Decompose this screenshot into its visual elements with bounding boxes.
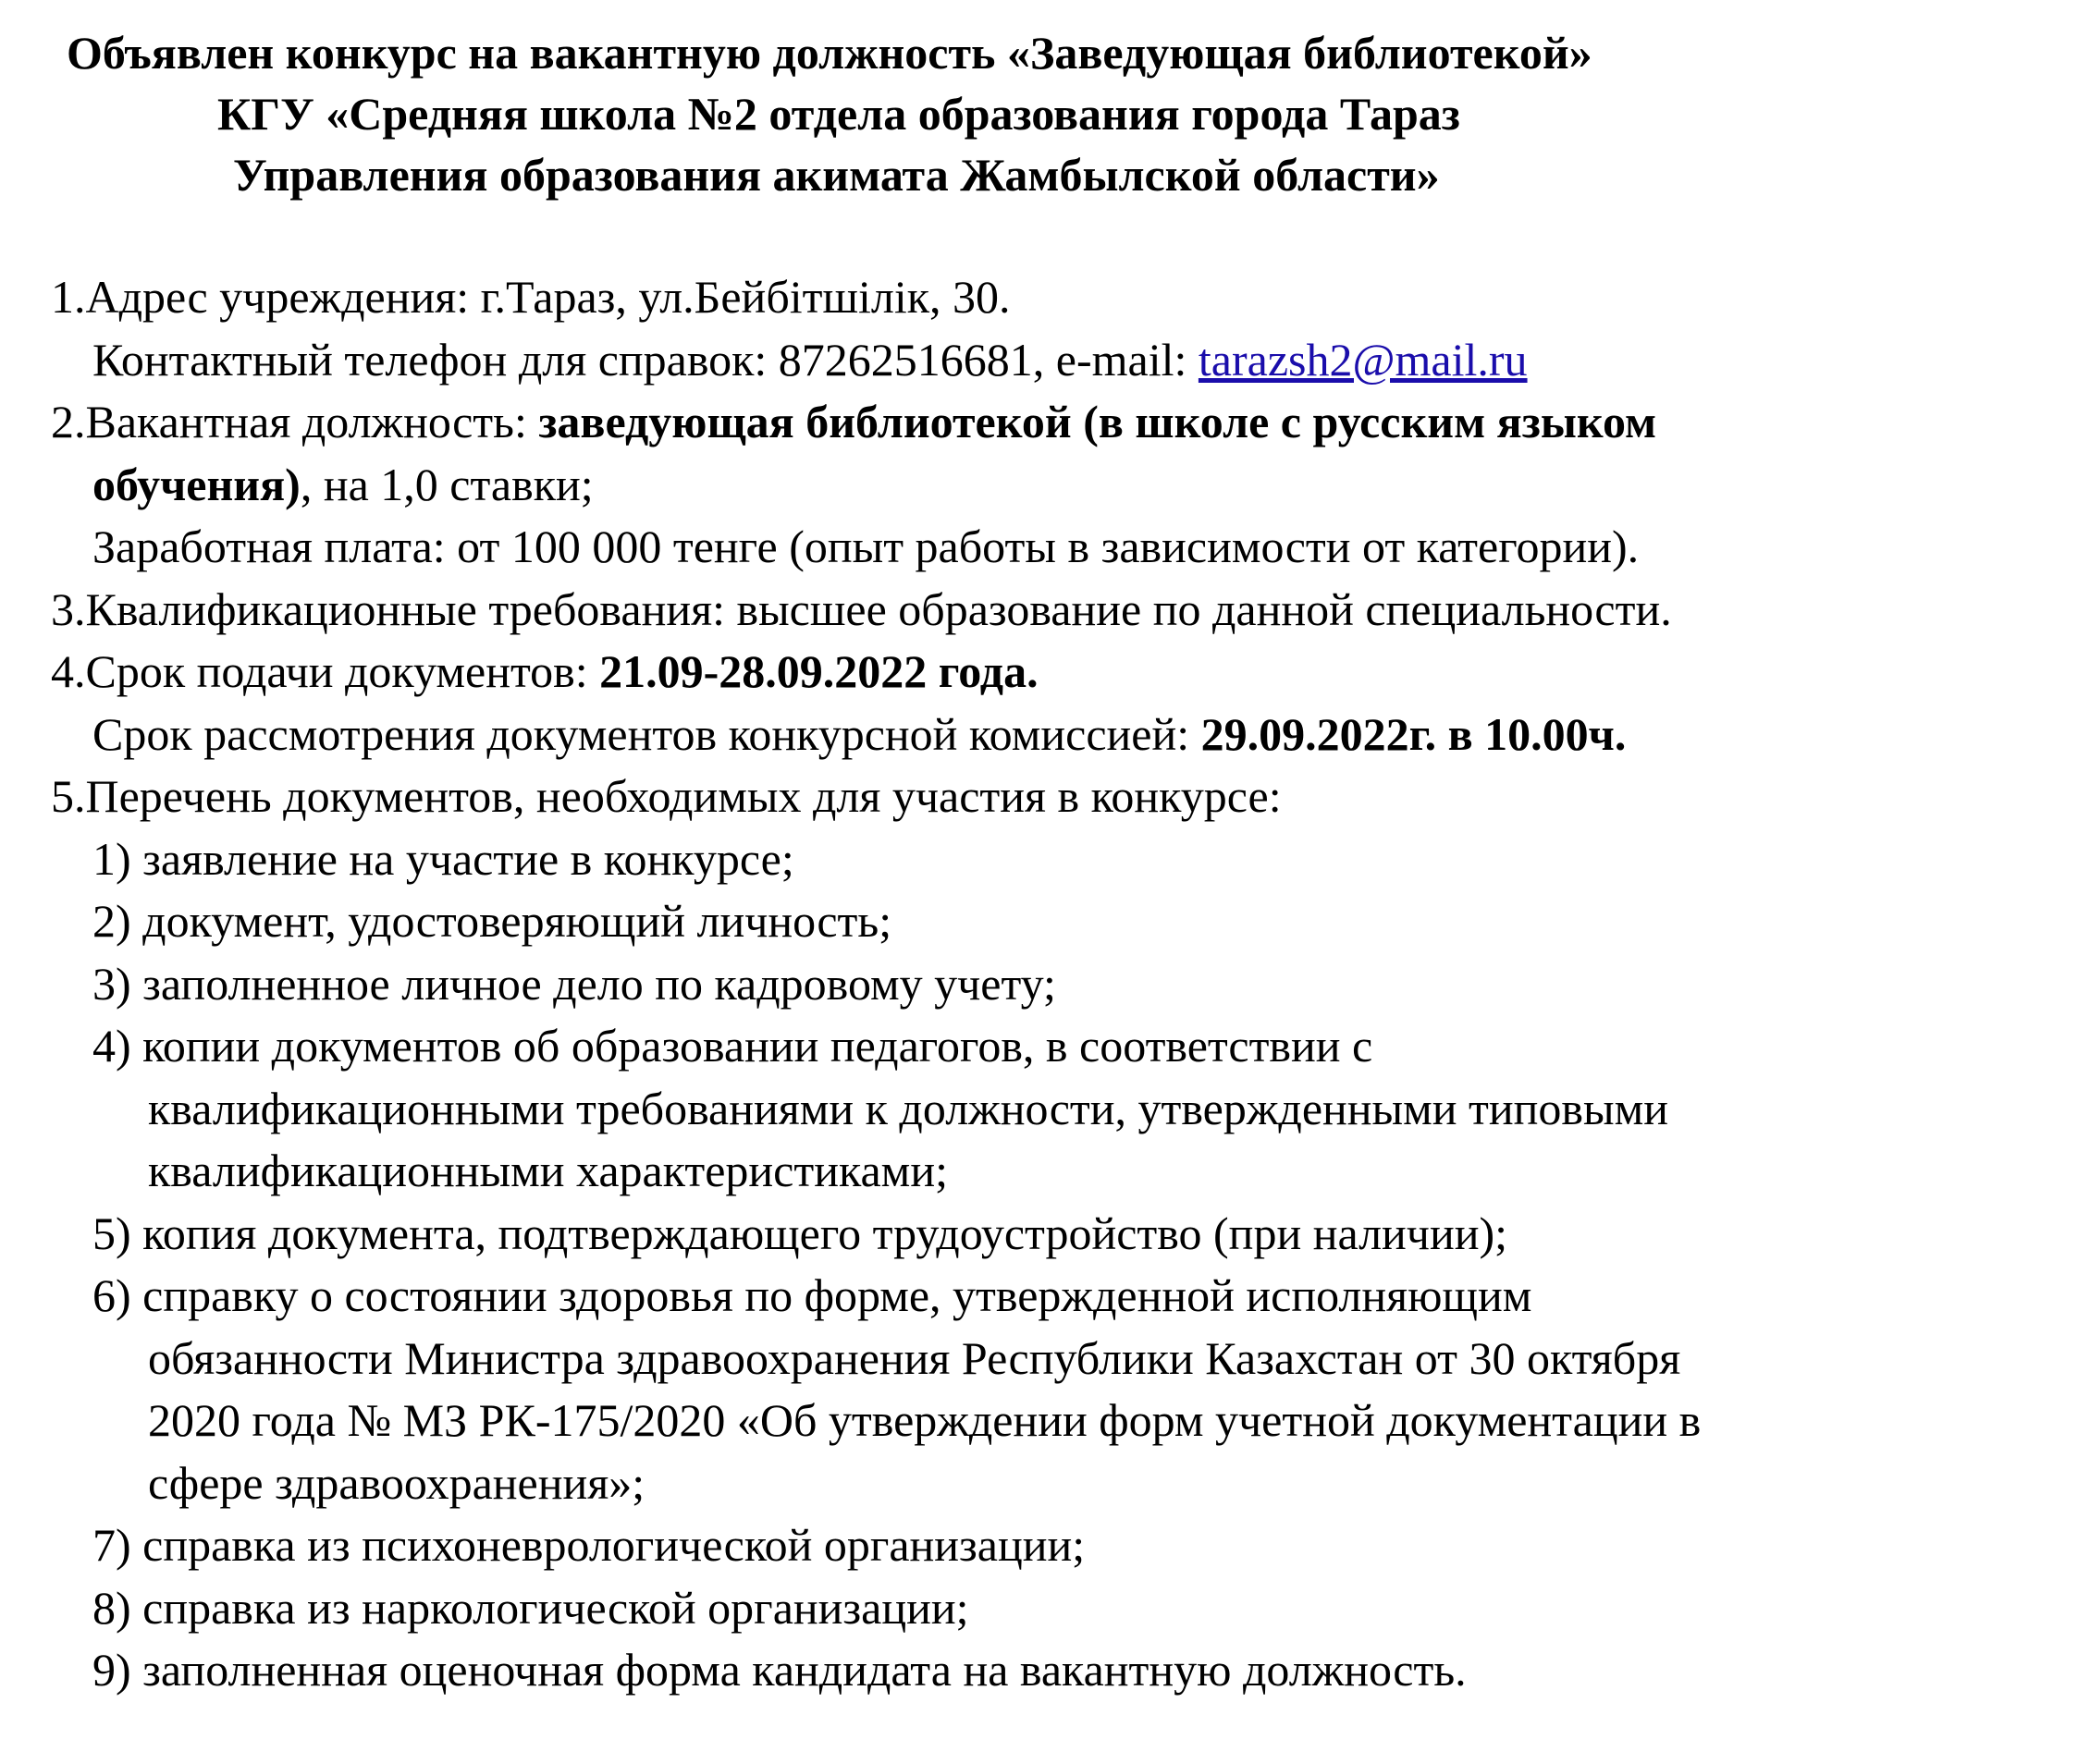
list-item-continuation: квалификационными требованиями к должности, утвержденными типовыми	[148, 1082, 1669, 1134]
vacancy-label: 2.Вакантная должность:	[51, 396, 539, 447]
vacancy-line	[51, 391, 2076, 454]
list-item: 4) копии документов об образовании педагогов, в соответствии с	[92, 1020, 1373, 1072]
qualification-line: 3.Квалификационные требования: высшее образование по данной специальности.	[51, 582, 1672, 635]
contact-line	[51, 329, 2076, 392]
list-item-continuation: сфере здравоохранения»;	[148, 1456, 645, 1509]
title-line-3: Управления образования акимата Жамбылской области»	[233, 149, 1440, 201]
contact-label: Контактный телефон для справок: 87262516681, e-mail:	[92, 333, 1199, 386]
announcement-body	[51, 266, 2076, 1702]
list-item: 8) справка из наркологической организации;	[92, 1581, 969, 1634]
review-value: 29.09.2022г. в 10.00ч.	[1200, 707, 1627, 760]
email-link[interactable]: tarazsh2@mail.ru	[1198, 333, 1528, 386]
list-item-continuation: обязанности Министра здравоохранения Республики Казахстан от 30 октября	[148, 1331, 1681, 1384]
list-item-continuation: 2020 года № МЗ РК-175/2020 «Об утверждении форм учетной документации в	[148, 1394, 1702, 1446]
salary-line: Заработная плата: от 100 000 тенге (опыт работы в зависимости от категории).	[92, 521, 1640, 572]
vacancy-position: заведующая библиотекой (в школе с русским языком	[538, 396, 1657, 447]
deadline-line	[51, 641, 2076, 704]
documents-heading: 5.Перечень документов, необходимых для участия в конкурсе:	[51, 770, 1282, 822]
deadline-label: 4.Срок подачи документов:	[51, 645, 600, 697]
review-label: Срок рассмотрения документов конкурсной комиссией:	[92, 707, 1201, 760]
list-item: 2) документ, удостоверяющий личность;	[92, 895, 892, 947]
list-item: 5) копия документа, подтверждающего трудоустройство (при наличии);	[92, 1207, 1508, 1259]
list-item: 6) справку о состоянии здоровья по форме, утвержденной исполняющим	[92, 1269, 1532, 1321]
address-line: 1.Адрес учреждения: г.Тараз, ул.Бейбітшілік, 30.	[51, 271, 1011, 323]
list-item-continuation: квалификационными характеристиками;	[148, 1145, 948, 1196]
vacancy-rate: , на 1,0 ставки;	[300, 458, 594, 510]
title-line-1: Объявлен конкурс на вакантную должность «Заведующая библиотекой»	[67, 27, 1592, 79]
list-item: 9) заполненная оценочная форма кандидата на вакантную должность.	[92, 1644, 1467, 1696]
review-line	[51, 704, 2076, 766]
list-item: 1) заявление на участие в конкурсе;	[92, 832, 794, 885]
list-item: 3) заполненное личное дело по кадровому учету;	[92, 957, 1056, 1010]
vacancy-position-cont: обучения)	[92, 458, 301, 510]
vacancy-line-2	[51, 454, 2076, 517]
title-line-2: КГУ «Средняя школа №2 отдела образования города Тараз	[217, 88, 1460, 140]
deadline-value: 21.09-28.09.2022 года.	[599, 645, 1039, 697]
list-item: 7) справка из психоневрологической организации;	[92, 1519, 1086, 1571]
